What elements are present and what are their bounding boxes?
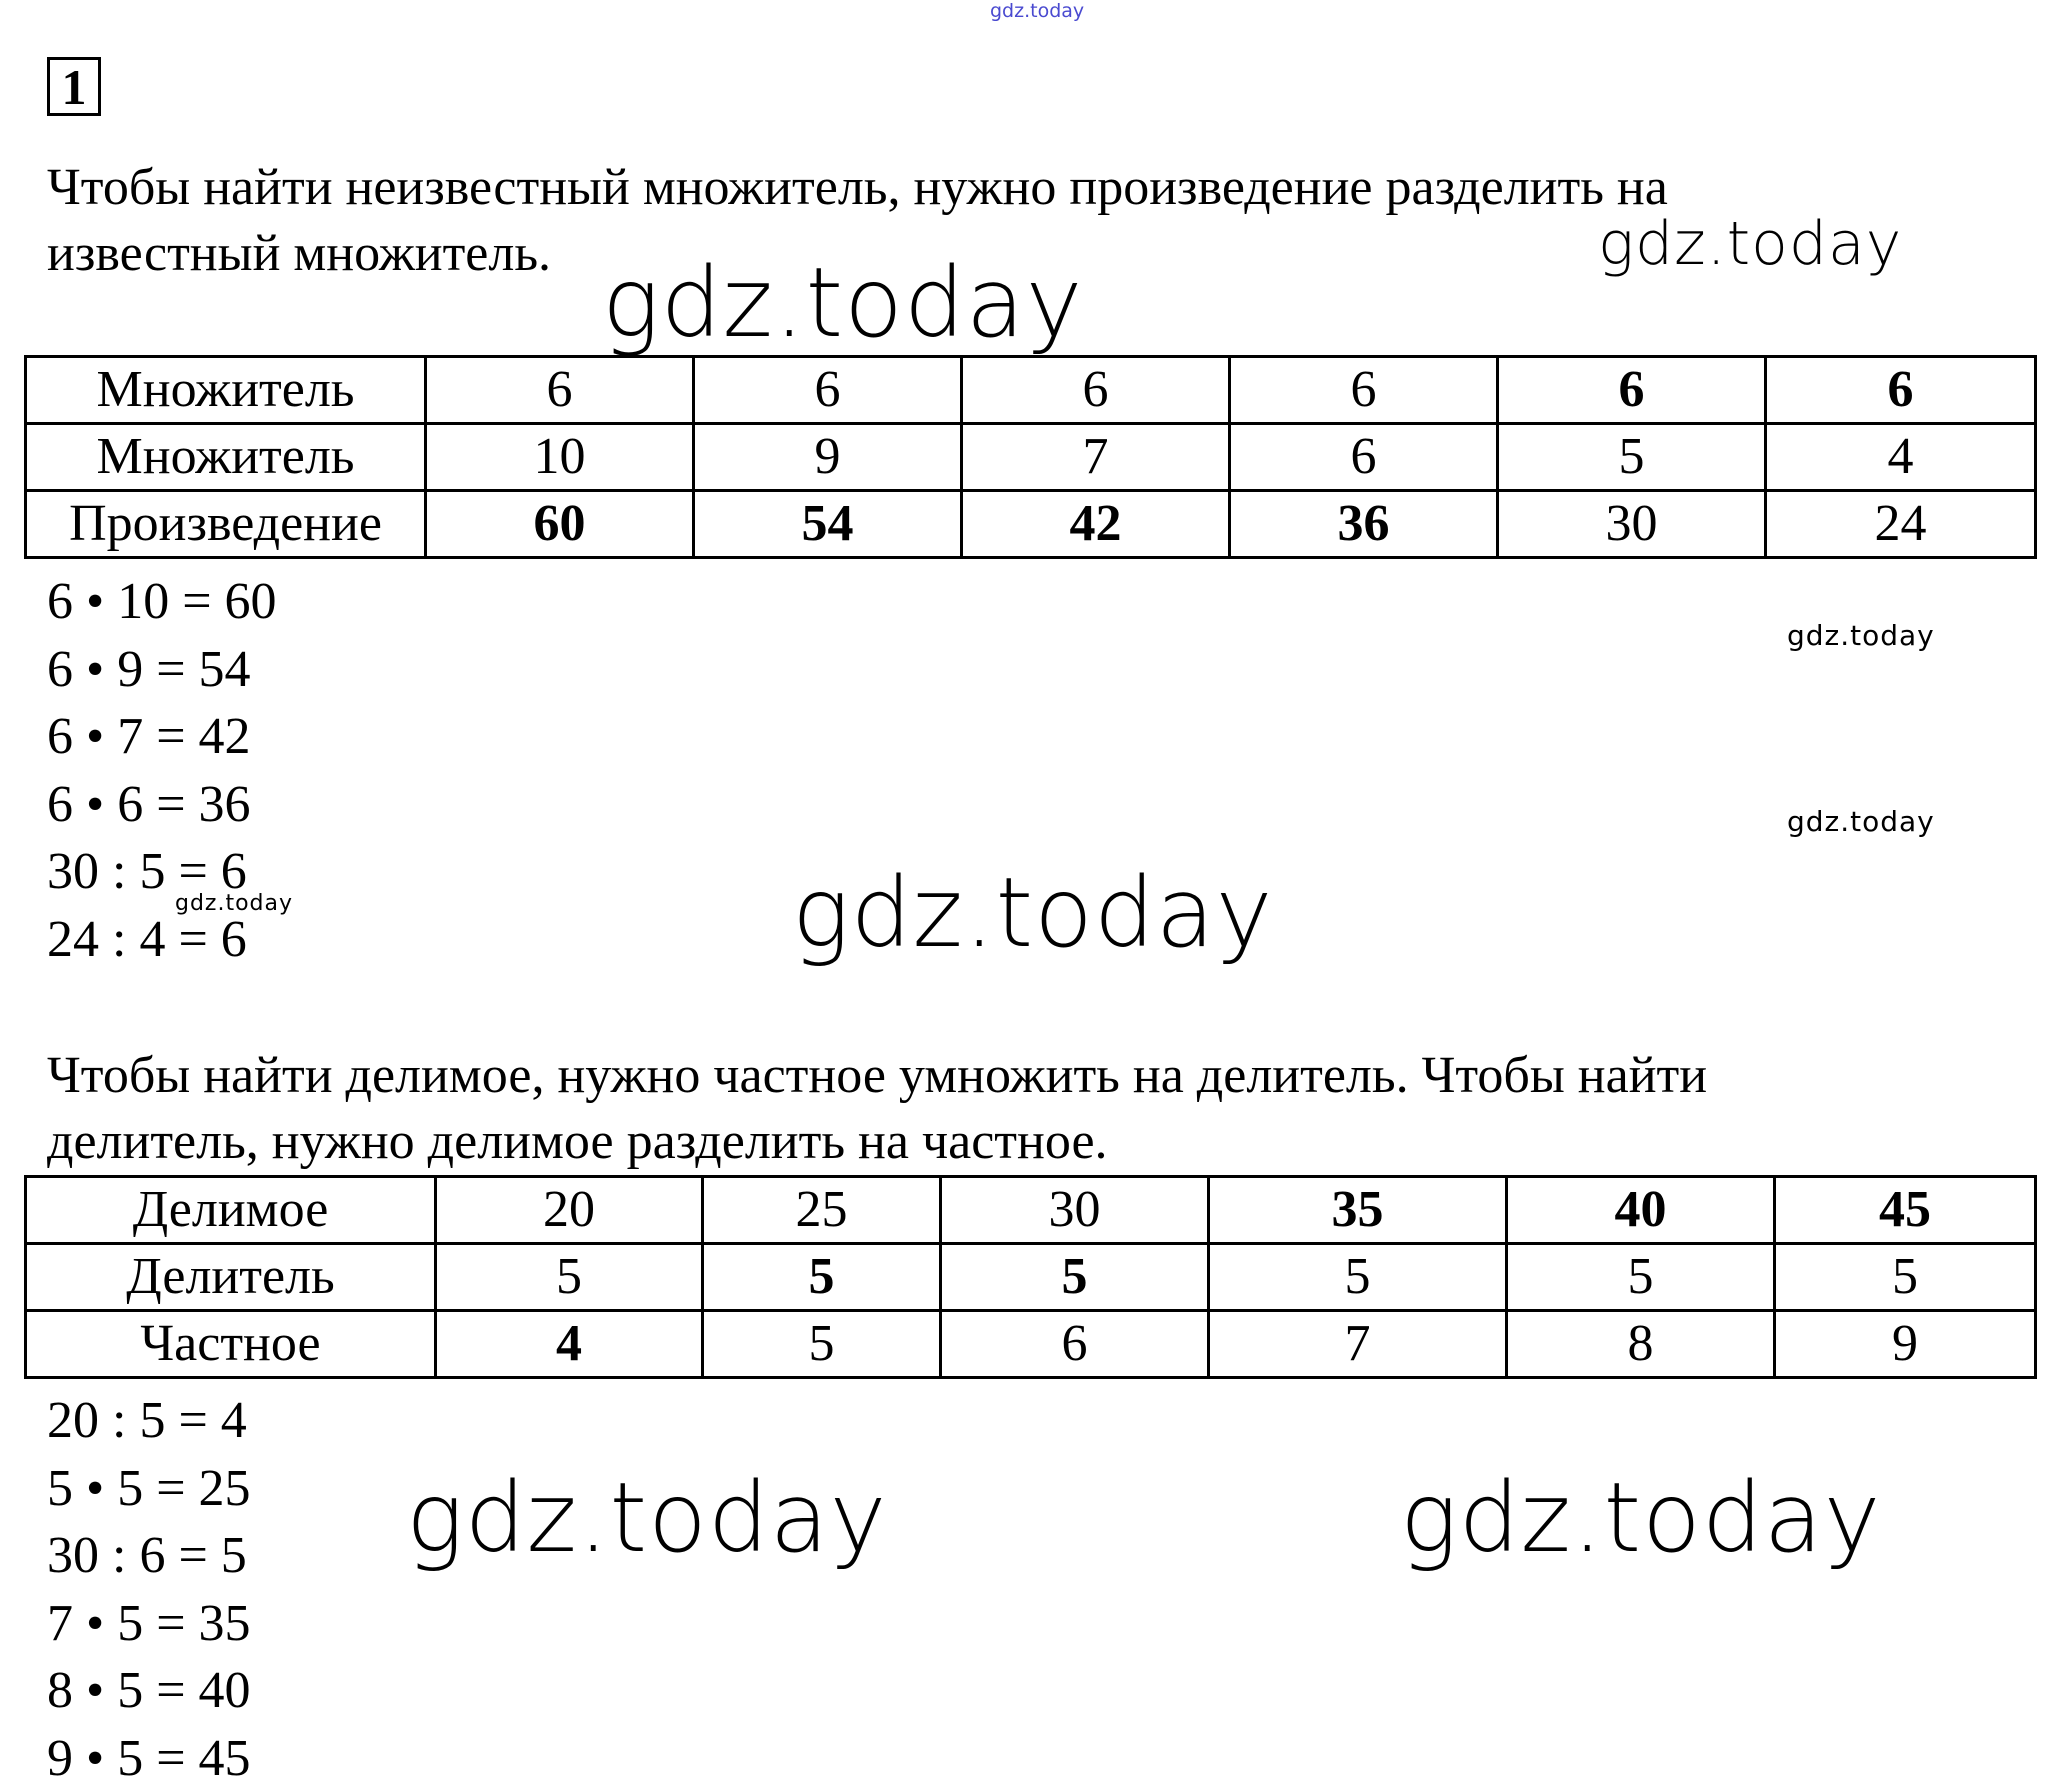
row-label: Делимое xyxy=(26,1177,436,1244)
table-cell: 8 xyxy=(1507,1311,1775,1378)
table-cell: 9 xyxy=(694,424,962,491)
table-cell: 54 xyxy=(694,491,962,558)
table-cell: 6 xyxy=(962,357,1230,424)
table-cell: 30 xyxy=(941,1177,1209,1244)
task-number: 1 xyxy=(47,57,101,116)
watermark: gdz.today xyxy=(602,255,1083,351)
row-label: Множитель xyxy=(26,357,426,424)
table-cell: 36 xyxy=(1230,491,1498,558)
table-cell: 6 xyxy=(1230,357,1498,424)
table-cell: 7 xyxy=(1209,1311,1507,1378)
watermark: gdz.today xyxy=(792,865,1273,961)
multiplication-table xyxy=(24,355,2037,559)
table-cell: 45 xyxy=(1775,1177,2036,1244)
equation: 9 • 5 = 45 xyxy=(47,1725,251,1792)
equation: 20 : 5 = 4 xyxy=(47,1387,251,1455)
equations-list-2 xyxy=(47,1387,251,1792)
table-cell: 5 xyxy=(941,1244,1209,1311)
table-cell: 5 xyxy=(1498,424,1766,491)
equation: 6 • 9 = 54 xyxy=(47,636,277,704)
watermark: gdz.today xyxy=(1787,808,1935,836)
rule-text-1: Чтобы найти неизвестный множитель, нужно произведение разделить на известный множитель. xyxy=(47,155,1668,287)
row-label: Частное xyxy=(26,1311,436,1378)
equation: 7 • 5 = 35 xyxy=(47,1590,251,1658)
table-cell: 4 xyxy=(436,1311,703,1378)
row-label: Произведение xyxy=(26,491,426,558)
table-cell: 5 xyxy=(1209,1244,1507,1311)
watermark: gdz.today xyxy=(1400,1470,1881,1566)
table-cell: 5 xyxy=(1775,1244,2036,1311)
watermark: gdz.today xyxy=(175,893,293,915)
equation: 6 • 10 = 60 xyxy=(47,568,277,636)
table-cell: 7 xyxy=(962,424,1230,491)
table-cell: 5 xyxy=(1507,1244,1775,1311)
watermark: gdz.today xyxy=(406,1470,887,1566)
table-cell: 6 xyxy=(1230,424,1498,491)
table-cell: 5 xyxy=(703,1244,941,1311)
table-cell: 30 xyxy=(1498,491,1766,558)
table-cell: 6 xyxy=(426,357,694,424)
row-label: Множитель xyxy=(26,424,426,491)
equation: 6 • 7 = 42 xyxy=(47,703,277,771)
table-cell: 42 xyxy=(962,491,1230,558)
table-row xyxy=(26,1177,2036,1244)
table-cell: 60 xyxy=(426,491,694,558)
table-row xyxy=(26,491,2036,558)
equation: 24 : 4 = 6 xyxy=(47,906,277,974)
table-cell: 20 xyxy=(436,1177,703,1244)
equation: 6 • 6 = 36 xyxy=(47,771,277,839)
table-cell: 9 xyxy=(1775,1311,2036,1378)
equation: 30 : 5 = 6 xyxy=(47,838,277,906)
table-cell: 6 xyxy=(1766,357,2036,424)
watermark: gdz.today xyxy=(1787,622,1935,650)
table-row xyxy=(26,1311,2036,1378)
division-table xyxy=(24,1175,2037,1379)
watermark-top: gdz.today xyxy=(990,2,1084,21)
equation: 30 : 6 = 5 xyxy=(47,1522,251,1590)
row-label: Делитель xyxy=(26,1244,436,1311)
table-cell: 6 xyxy=(1498,357,1766,424)
rule-text-2: Чтобы найти делимое, нужно частное умножить на делитель. Чтобы найти делитель, нужно делимое разделить на частное. xyxy=(47,1043,1707,1175)
table-cell: 35 xyxy=(1209,1177,1507,1244)
equation: 8 • 5 = 40 xyxy=(47,1657,251,1725)
table-row xyxy=(26,1244,2036,1311)
table-row xyxy=(26,357,2036,424)
equation: 5 • 5 = 25 xyxy=(47,1455,251,1523)
equations-list-1 xyxy=(47,568,277,973)
watermark: gdz.today xyxy=(1598,214,1902,274)
table-cell: 25 xyxy=(703,1177,941,1244)
table-cell: 4 xyxy=(1766,424,2036,491)
table-cell: 40 xyxy=(1507,1177,1775,1244)
table-cell: 6 xyxy=(694,357,962,424)
table-row xyxy=(26,424,2036,491)
table-cell: 6 xyxy=(941,1311,1209,1378)
table-cell: 5 xyxy=(703,1311,941,1378)
table-cell: 24 xyxy=(1766,491,2036,558)
table-cell: 10 xyxy=(426,424,694,491)
table-cell: 5 xyxy=(436,1244,703,1311)
